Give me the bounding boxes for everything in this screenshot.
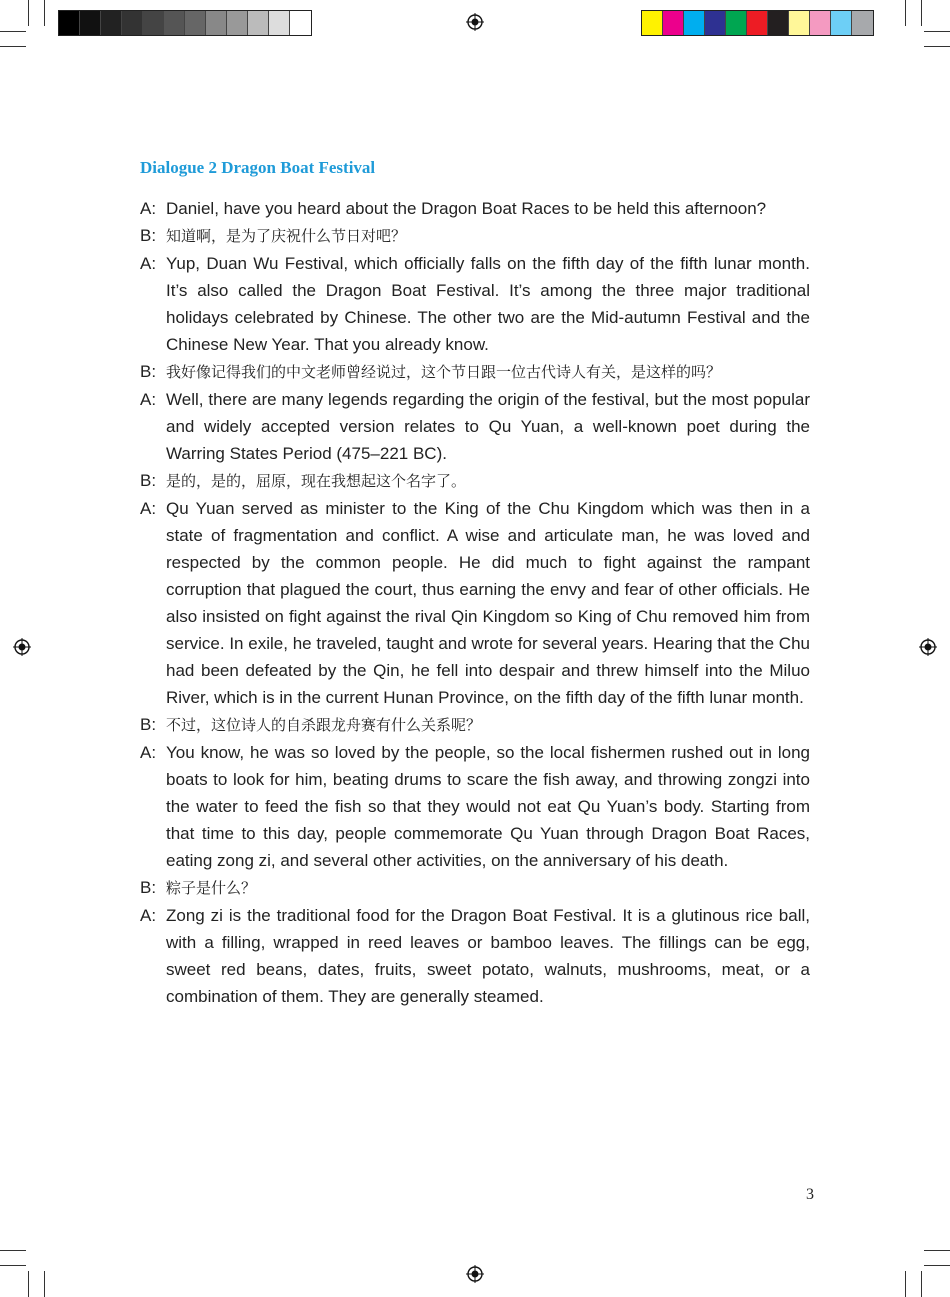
color-swatch (684, 11, 705, 35)
crop-mark (921, 1271, 922, 1297)
color-swatch (705, 11, 726, 35)
crop-mark (905, 0, 906, 26)
color-swatch (726, 11, 747, 35)
dialogue-title: Dialogue 2 Dragon Boat Festival (140, 158, 376, 177)
speaker-label: B: (140, 715, 157, 734)
color-swatch (248, 11, 269, 35)
dialogue-text: 不过，这位诗人的自杀跟龙舟赛有什么关系呢？ (166, 716, 482, 734)
dialogue-text: You know, he was so loved by the people, so the local fishermen rushed out in long boats to look for him, beating drums to scare the fish away, and throwing zongzi into the water to feed the fish so that they would not eat Qu Yuan’s body. Starting from that time to this day, people commemorate Qu Yuan through Dragon Boat Races, eating zong zi, and several other activities, on the anniversary of his death. (166, 743, 810, 870)
dialogue-line (140, 250, 810, 358)
registration-mark-icon (466, 1265, 484, 1283)
dialogue-line (140, 358, 810, 386)
dialogue-text: 我好像记得我们的中文老师曾经说过，这个节日跟一位古代诗人有关，是这样的吗？ (166, 363, 722, 381)
registration-mark-icon (466, 13, 484, 31)
crop-mark (924, 31, 950, 32)
dialogue-text: 知道啊，是为了庆祝什么节日对吧？ (166, 227, 407, 245)
color-swatch (185, 11, 206, 35)
color-swatch (810, 11, 831, 35)
crop-mark (924, 46, 950, 47)
color-swatch (59, 11, 80, 35)
crop-mark (924, 1250, 950, 1251)
color-swatch (642, 11, 663, 35)
color-swatch (768, 11, 789, 35)
color-swatch (269, 11, 290, 35)
dialogue-text: Daniel, have you heard about the Dragon Boat Races to be held this afternoon? (166, 199, 767, 218)
color-swatch (164, 11, 185, 35)
crop-mark (924, 1265, 950, 1266)
color-calibration-bar (641, 10, 874, 36)
dialogue-text: Qu Yuan served as minister to the King of the Chu Kingdom which was then in a state of fragmentation and conflict. A wise and articulate man, he was loved and respected by the common people. He did much to fight against the rampant corruption that plagued the court, thus earning the envy and fear of other officials. He also insisted on fight against the rival Qin Kingdom so King of Chu removed him from service. In exile, he traveled, taught and wrote for several years. Hearing that the Chu had been defeated by the Qin, he fell into despair and threw himself into the Miluo River, which is in the current Hunan Province, on the fifth day of the fifth lunar month. (166, 499, 810, 707)
color-swatch (80, 11, 101, 35)
color-swatch (101, 11, 122, 35)
crop-mark (905, 1271, 906, 1297)
page-number: 3 (806, 1186, 814, 1203)
speaker-label: A: (140, 254, 157, 273)
registration-mark-icon (919, 638, 937, 656)
crop-mark (0, 1265, 26, 1266)
crop-mark (0, 31, 26, 32)
color-swatch (206, 11, 227, 35)
speaker-label: A: (140, 499, 157, 518)
dialogue-text: 粽子是什么？ (166, 879, 257, 897)
color-swatch (831, 11, 852, 35)
grayscale-calibration-bar (58, 10, 312, 36)
color-swatch (143, 11, 164, 35)
dialogue-text: 是的，是的，屈原，现在我想起这个名字了。 (166, 472, 467, 490)
speaker-label: A: (140, 199, 157, 218)
color-swatch (789, 11, 810, 35)
dialogue-text: Well, there are many legends regarding the origin of the festival, but the most popular and widely accepted version relates to Qu Yuan, a well-known poet during the Warring States Period (475–221 BC). (166, 390, 810, 463)
speaker-label: B: (140, 471, 157, 490)
color-swatch (852, 11, 873, 35)
speaker-label: A: (140, 743, 157, 762)
color-swatch (290, 11, 311, 35)
color-swatch (747, 11, 768, 35)
crop-mark (28, 0, 29, 26)
speaker-label: A: (140, 390, 157, 409)
speaker-label: B: (140, 878, 157, 897)
dialogue-line (140, 222, 810, 250)
dialogue-body (140, 195, 810, 1010)
crop-mark (44, 0, 45, 26)
color-swatch (227, 11, 248, 35)
crop-mark (0, 46, 26, 47)
speaker-label: A: (140, 906, 157, 925)
speaker-label: B: (140, 226, 157, 245)
color-swatch (663, 11, 684, 35)
dialogue-line (140, 902, 810, 1010)
speaker-label: B: (140, 362, 157, 381)
crop-mark (0, 1250, 26, 1251)
dialogue-line (140, 874, 810, 902)
dialogue-text: Yup, Duan Wu Festival, which officially falls on the fifth day of the fifth lunar month. It’s also called the Dragon Boat Festival. It’s among the three major traditional holidays celebrated by Chinese. The other two are the Mid-autumn Festival and the Chinese New Year. That you already know. (166, 254, 810, 354)
crop-mark (44, 1271, 45, 1297)
dialogue-text: Zong zi is the traditional food for the Dragon Boat Festival. It is a glutinous rice ball, with a filling, wrapped in reed leaves or bamboo leaves. The fillings can be egg, sweet red beans, dates, fruits, sweet potato, walnuts, mushrooms, meat, or a combination of them. They are generally steamed. (166, 906, 810, 1006)
dialogue-line (140, 195, 810, 222)
dialogue-line (140, 495, 810, 711)
registration-mark-icon (13, 638, 31, 656)
dialogue-line (140, 467, 810, 495)
crop-mark (921, 0, 922, 26)
dialogue-line (140, 711, 810, 739)
crop-mark (28, 1271, 29, 1297)
dialogue-line (140, 386, 810, 467)
color-swatch (122, 11, 143, 35)
dialogue-line (140, 739, 810, 874)
